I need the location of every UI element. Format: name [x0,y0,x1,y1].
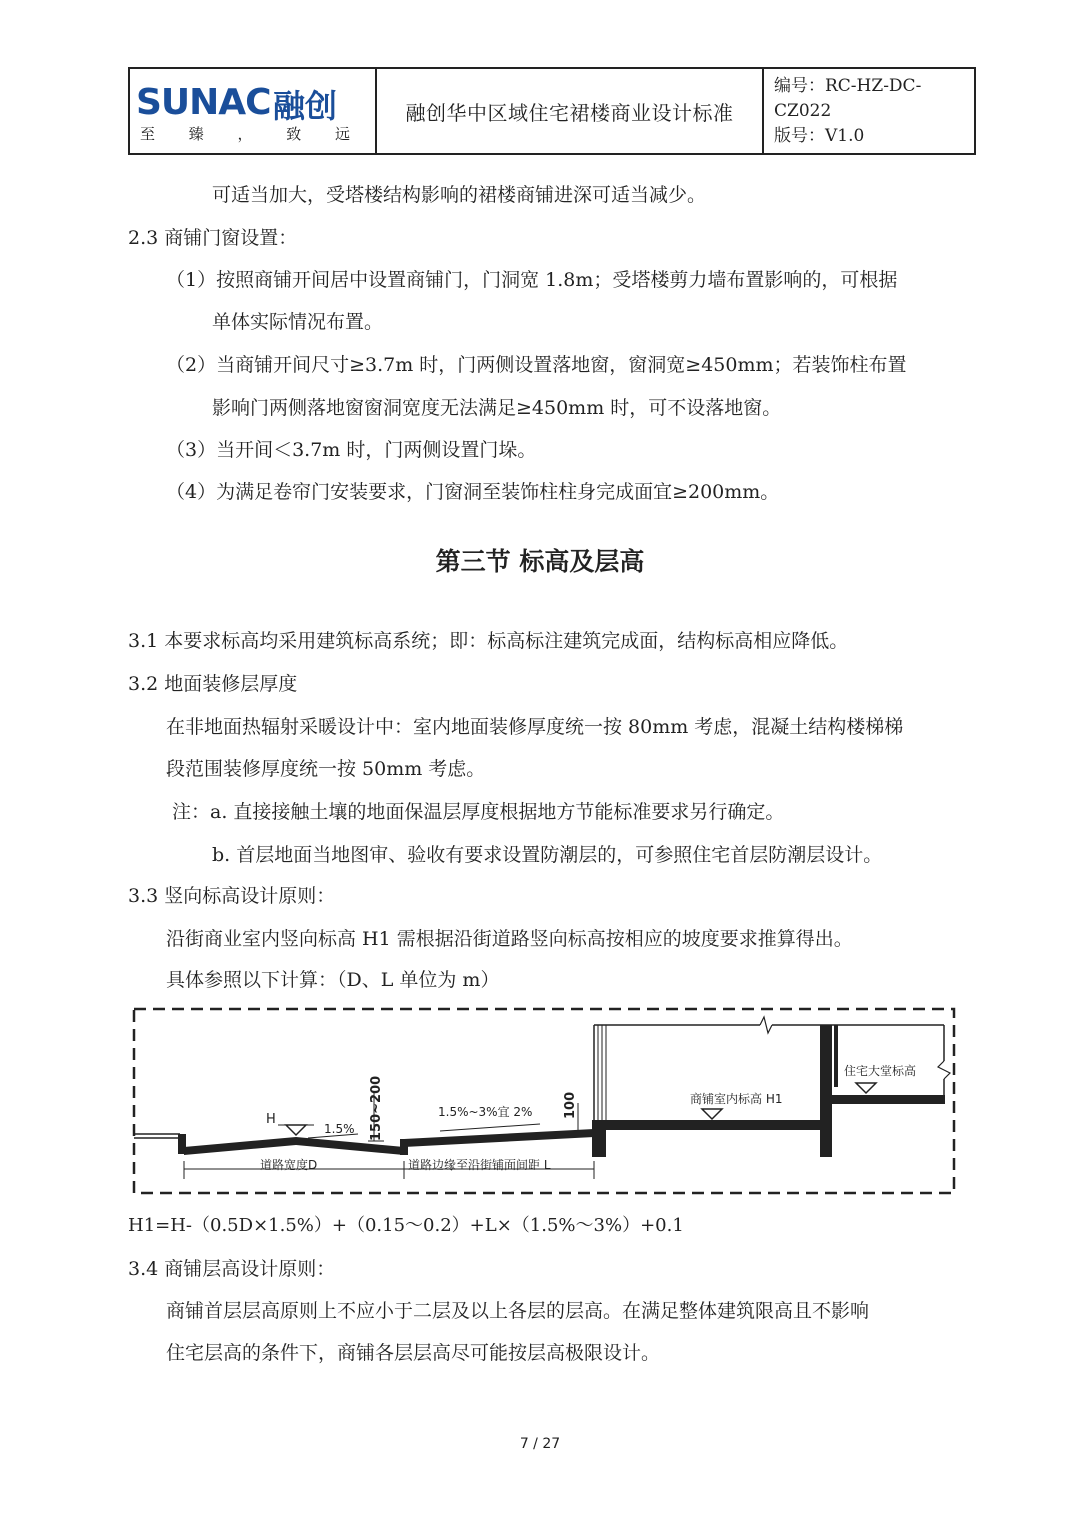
clause-heading: 2.3 商铺门窗设置： [128,227,298,249]
list-item: （2）当商铺开间尺寸≥3.7m 时，门两侧设置落地窗，窗洞宽≥450mm；若装饰柱布置 [166,354,907,376]
elevation-section-diagram [128,1003,960,1199]
sunac-logo-cn: 融创 [273,87,338,125]
document-header [128,67,976,155]
clause-heading: 3.3 竖向标高设计原则： [128,885,336,907]
clause-heading: 3.4 商铺层高设计原则： [128,1258,336,1280]
paragraph-line: 住宅层高的条件下，商铺各层层高尽可能按层高极限设计。 [166,1342,661,1364]
note-line: 注：a. 直接接触土壤的地面保温层厚度根据地方节能标准要求另行确定。 [172,801,785,823]
section-title: 第三节 标高及层高 [435,547,645,576]
label-distance: 道路边缘至沿街铺面间距 L [408,1158,551,1172]
list-item-continuation: 影响门两侧落地窗窗洞宽度无法满足≥450mm 时，可不设落地窗。 [212,397,782,419]
document-title: 融创华中区域住宅裙楼商业设计标准 [377,69,764,153]
slogan-char: 致 [286,125,302,143]
paragraph-line: 具体参照以下计算：（D、L 单位为 m） [166,969,500,991]
building-column [820,1025,832,1157]
slogan-char: 臻 [188,125,204,143]
slogan-char: 远 [334,125,350,143]
paragraph-line: 在非地面热辐射采暖设计中：室内地面装修厚度统一按 80mm 考虑，混凝土结构楼梯梯 [166,716,904,738]
list-item-continuation: 单体实际情况布置。 [212,311,384,333]
slogan-char: 至 [140,125,156,143]
label-100: 100 [563,1091,578,1119]
list-item: （1）按照商铺开间居中设置商铺门，门洞宽 1.8m；受塔楼剪力墙布置影响的，可根据 [166,269,898,291]
label-slope-sidewalk: 1.5%~3%宜 2% [438,1105,533,1119]
page-number: 7 / 27 [519,1436,561,1452]
slope-arrow [440,1124,540,1131]
logo-cell [130,69,377,153]
list-item: （3）当开间＜3.7m 时，门两侧设置门垛。 [166,439,537,461]
paragraph-line: 商铺首层层高原则上不应小于二层及以上各层的层高。在满足整体建筑限高且不影响 [166,1300,870,1322]
document-code-cell [764,69,974,153]
elevation-marker-h [286,1125,306,1135]
document-version: 版号：V1.0 [774,125,865,146]
formula: H1=H-（0.5D×1.5%）+（0.15～0.2）+L×（1.5%～3%）+0.1 [128,1215,684,1236]
label-h: H [266,1112,276,1127]
sunac-logo: SUNAC [136,82,271,123]
list-item: （4）为满足卷帘门安装要求，门窗洞至装饰柱柱身完成面宜≥200mm。 [166,481,780,503]
label-curb-height: 150~200 [369,1075,384,1141]
break-symbol [760,1017,772,1033]
label-slope-road: 1.5% [324,1122,355,1136]
logo-slogan [140,123,350,144]
clause-heading: 3.1 本要求标高均采用建筑标高系统；即：标高标注建筑完成面，结构标高相应降低。 [128,630,849,652]
clause-heading: 3.2 地面装修层厚度 [128,673,298,695]
paragraph-line: 段范围装修厚度统一按 50mm 考虑。 [166,758,486,780]
elevation-marker-h1 [702,1109,722,1119]
label-road-width: 道路宽度D [260,1158,318,1172]
shop-floor-slab [592,1120,822,1130]
document-code: 编号：RC-HZ-DC-CZ022 [774,75,922,121]
elevation-marker-lobby [856,1083,876,1093]
lobby-floor-slab [832,1095,945,1104]
paragraph-line: 可适当加大，受塔楼结构影响的裙楼商铺进深可适当减少。 [212,184,707,206]
slogan-char: ， [237,125,253,143]
lobby-wall [834,1025,838,1087]
break-symbol [938,1061,950,1079]
sidewalk-slope [404,1129,594,1147]
label-shop-elevation: 商铺室内标高 H1 [690,1092,783,1106]
note-line: b. 首层地面当地图审、验收有要求设置防潮层的，可参照住宅首层防潮层设计。 [212,844,883,866]
label-lobby-elevation: 住宅大堂标高 [844,1064,917,1078]
paragraph-line: 沿街商业室内竖向标高 H1 需根据沿街道路竖向标高按相应的坡度要求推算得出。 [166,928,853,950]
